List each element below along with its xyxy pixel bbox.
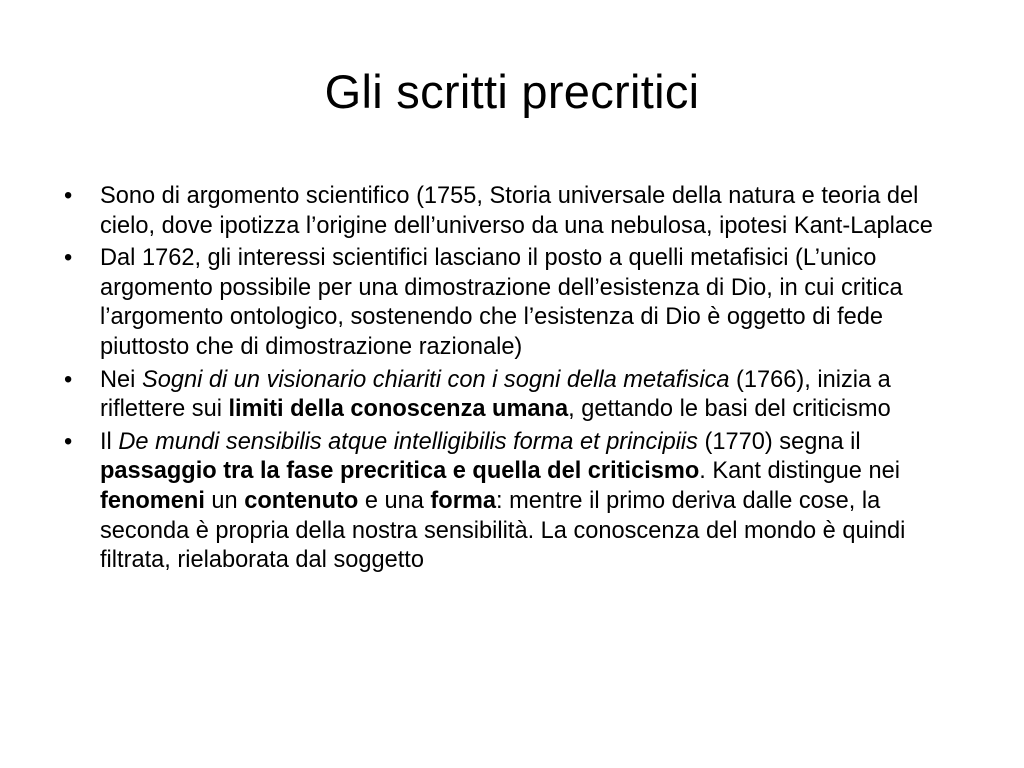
work-title-de-mundi: De mundi sensibilis atque intelligibilis forma et principiis	[118, 428, 698, 455]
bullet-text	[100, 367, 891, 423]
bullet-list	[60, 182, 970, 579]
text-run: , gettando le basi del criticismo	[568, 396, 891, 423]
bullet-text	[100, 429, 905, 573]
bullet-item-4	[60, 428, 970, 576]
text-run: : mentre il primo deriva dalle cose, la seconda è propria della nostra sensibilità. La conoscenza del mondo è quindi filtrata, rielaborata dal soggetto	[100, 487, 906, 574]
emphasis-passaggio: passaggio tra la fase precritica e quella del criticismo	[100, 458, 700, 485]
bullet-text	[100, 245, 903, 360]
text-run: un	[204, 487, 245, 514]
bullet-text	[100, 183, 933, 239]
text-run: (1770) segna il	[697, 428, 861, 455]
text-run: . Kant distingue nei	[699, 458, 900, 485]
bullet-mark: •	[64, 428, 73, 455]
bullet-mark: •	[64, 366, 73, 393]
text-run: Il	[100, 428, 119, 455]
bullet-item-3	[60, 366, 970, 425]
emphasis-limiti: limiti della conoscenza umana	[228, 396, 569, 423]
bullet-item-1	[60, 182, 970, 241]
emphasis-contenuto: contenuto	[244, 487, 359, 514]
emphasis-forma: forma	[430, 487, 496, 514]
work-title-sogni: Sogni di un visionario chiariti con i sogni della metafisica	[141, 366, 730, 393]
emphasis-fenomeni: fenomeni	[100, 487, 205, 514]
text-run: e una	[358, 487, 431, 514]
bullet-mark: •	[64, 183, 73, 209]
bullet-item-2	[60, 244, 970, 362]
text-run: Dal 1762, gli interessi scientifici lasciano il posto a quelli metafisici (L’unico argomento possibile per una dimostrazione dell’esistenza di Dio, in cui critica l’argomento ontologico, sostenendo che l’esistenza di Dio è oggetto di fede piuttosto che di dimostrazione razionale)	[100, 245, 903, 360]
text-run: Nei	[100, 366, 142, 393]
slide-title: Gli scritti precritici	[324, 65, 700, 118]
bullet-mark: •	[64, 245, 73, 272]
text-run: (1766), inizia a riflettere sui	[100, 366, 891, 423]
text-run: Sono di argomento scientifico (1755, Storia universale della natura e teoria del cielo, dove ipotizza l’origine dell’universo da una nebulosa, ipotesi Kant-Laplace	[100, 183, 933, 239]
